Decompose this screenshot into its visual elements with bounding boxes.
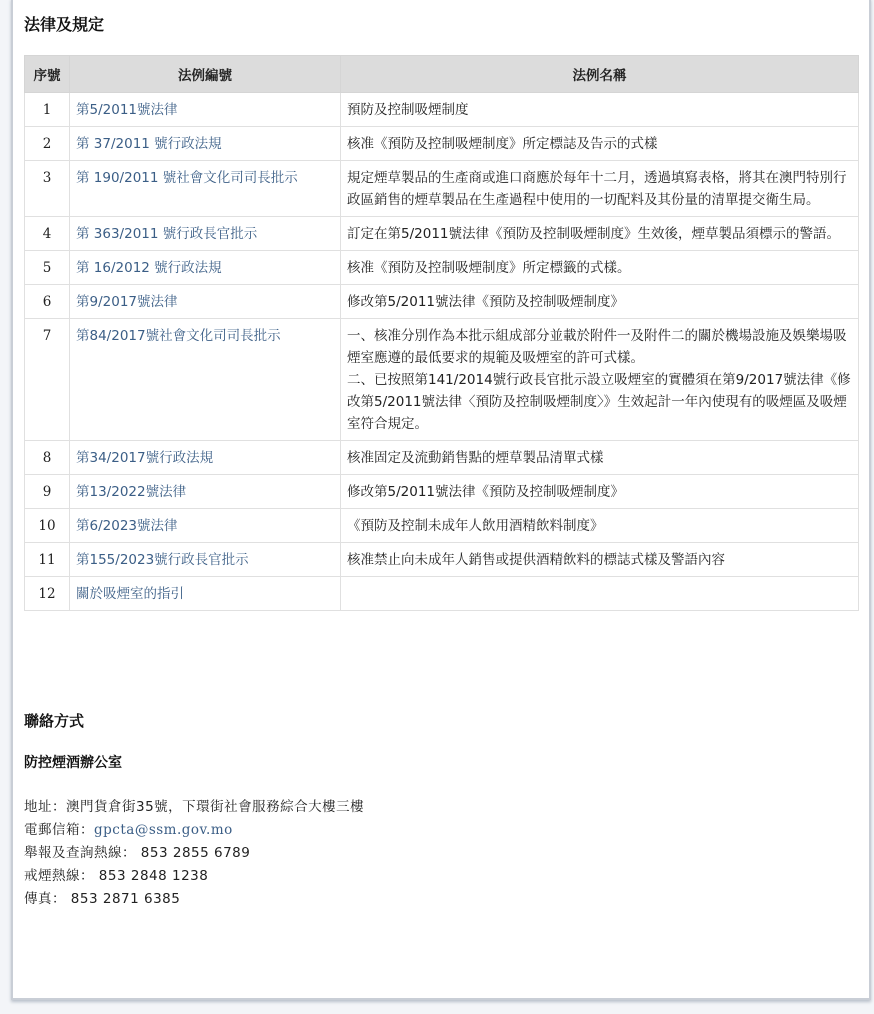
law-code-link[interactable]: 第5/2011號法律	[76, 102, 178, 118]
law-code-link[interactable]: 第13/2022號法律	[76, 484, 187, 500]
fax: 傳真： 853 2871 6385	[24, 891, 181, 907]
law-code-link[interactable]: 第9/2017號法律	[76, 294, 178, 310]
office-name: 防控煙酒辦公室	[24, 755, 122, 771]
table-row	[25, 509, 859, 543]
law-name: 預防及控制吸煙制度	[347, 102, 469, 118]
law-name: 核准《預防及控制吸煙制度》所定標籤的式樣。	[347, 260, 631, 276]
law-code-link[interactable]: 第6/2023號法律	[76, 518, 178, 534]
law-code-link[interactable]: 第 363/2011 號行政長官批示	[76, 226, 258, 242]
law-name: 修改第5/2011號法律《預防及控制吸煙制度》	[347, 294, 624, 310]
table-row	[25, 475, 859, 509]
row-number: 8	[25, 441, 70, 475]
table-row	[25, 127, 859, 161]
row-number: 9	[25, 475, 70, 509]
law-name-part2: 二、已按照第141/2014號行政長官批示設立吸煙室的實體須在第9/2017號法律《修改第5/2011號法律〈預防及控制吸煙制度〉》生效起計一年內使現有的吸煙區及吸煙室符合規定。	[347, 372, 851, 432]
row-number: 12	[25, 577, 70, 611]
table-row	[25, 577, 859, 611]
contact-info	[24, 796, 364, 911]
row-number: 10	[25, 509, 70, 543]
row-number: 4	[25, 217, 70, 251]
address: 地址：澳門貨倉街35號，下環街社會服務綜合大樓三樓	[24, 799, 365, 815]
table-row	[25, 217, 859, 251]
table-row	[25, 543, 859, 577]
law-name: 核准《預防及控制吸煙制度》所定標誌及告示的式樣	[347, 136, 658, 152]
law-code-link[interactable]: 第34/2017號行政法規	[76, 450, 214, 466]
law-code-link[interactable]: 關於吸煙室的指引	[76, 586, 184, 602]
laws-title: 法律及規定	[24, 15, 105, 34]
law-name: 核准禁止向未成年人銷售或提供酒精飲料的標誌式樣及警語內容	[347, 552, 725, 568]
law-name: 訂定在第5/2011號法律《預防及控制吸煙制度》生效後，煙草製品須標示的警語。	[347, 226, 840, 242]
table-row	[25, 251, 859, 285]
hotline: 舉報及查詢熱線： 853 2855 6789	[24, 845, 251, 861]
row-number: 3	[25, 161, 70, 217]
quit-hotline: 戒煙熱線： 853 2848 1238	[24, 868, 209, 884]
table-row	[25, 441, 859, 475]
row-number: 1	[25, 93, 70, 127]
law-code-link[interactable]: 第 190/2011 號社會文化司司長批示	[76, 170, 298, 186]
contact-title: 聯絡方式	[24, 712, 85, 730]
table-row	[25, 93, 859, 127]
row-number: 11	[25, 543, 70, 577]
law-code-link[interactable]: 第 37/2011 號行政法規	[76, 136, 222, 152]
law-code-link[interactable]: 第84/2017號社會文化司司長批示	[76, 328, 281, 344]
laws-table	[24, 55, 859, 611]
law-name: 《預防及控制未成年人飲用酒精飲料制度》	[347, 518, 604, 534]
row-number: 2	[25, 127, 70, 161]
header-code: 法例編號	[70, 56, 341, 93]
row-number: 7	[25, 319, 70, 441]
law-name: 規定煙草製品的生產商或進口商應於每年十二月，透過填寫表格，將其在澳門特別行政區銷售的煙草製品在生產過程中使用的一切配料及其份量的清單提交衛生局。	[347, 170, 847, 208]
email-label: 電郵信箱：	[24, 822, 94, 838]
header-no: 序號	[25, 56, 70, 93]
law-name: 核准固定及流動銷售點的煙草製品清單式樣	[347, 450, 604, 466]
header-name: 法例名稱	[341, 56, 859, 93]
law-code-link[interactable]: 第155/2023號行政長官批示	[76, 552, 249, 568]
table-row	[25, 161, 859, 217]
row-number: 6	[25, 285, 70, 319]
table-row	[25, 285, 859, 319]
law-code-link[interactable]: 第 16/2012 號行政法規	[76, 260, 222, 276]
email-link[interactable]: gpcta@ssm.gov.mo	[94, 822, 233, 838]
law-name: 修改第5/2011號法律《預防及控制吸煙制度》	[347, 484, 624, 500]
table-row	[25, 319, 859, 441]
law-name: 一、核准分別作為本批示組成部分並載於附件一及附件二的關於機場設施及娛樂場吸煙室應遵的最低要求的規範及吸煙室的許可式樣。	[347, 328, 847, 366]
row-number: 5	[25, 251, 70, 285]
